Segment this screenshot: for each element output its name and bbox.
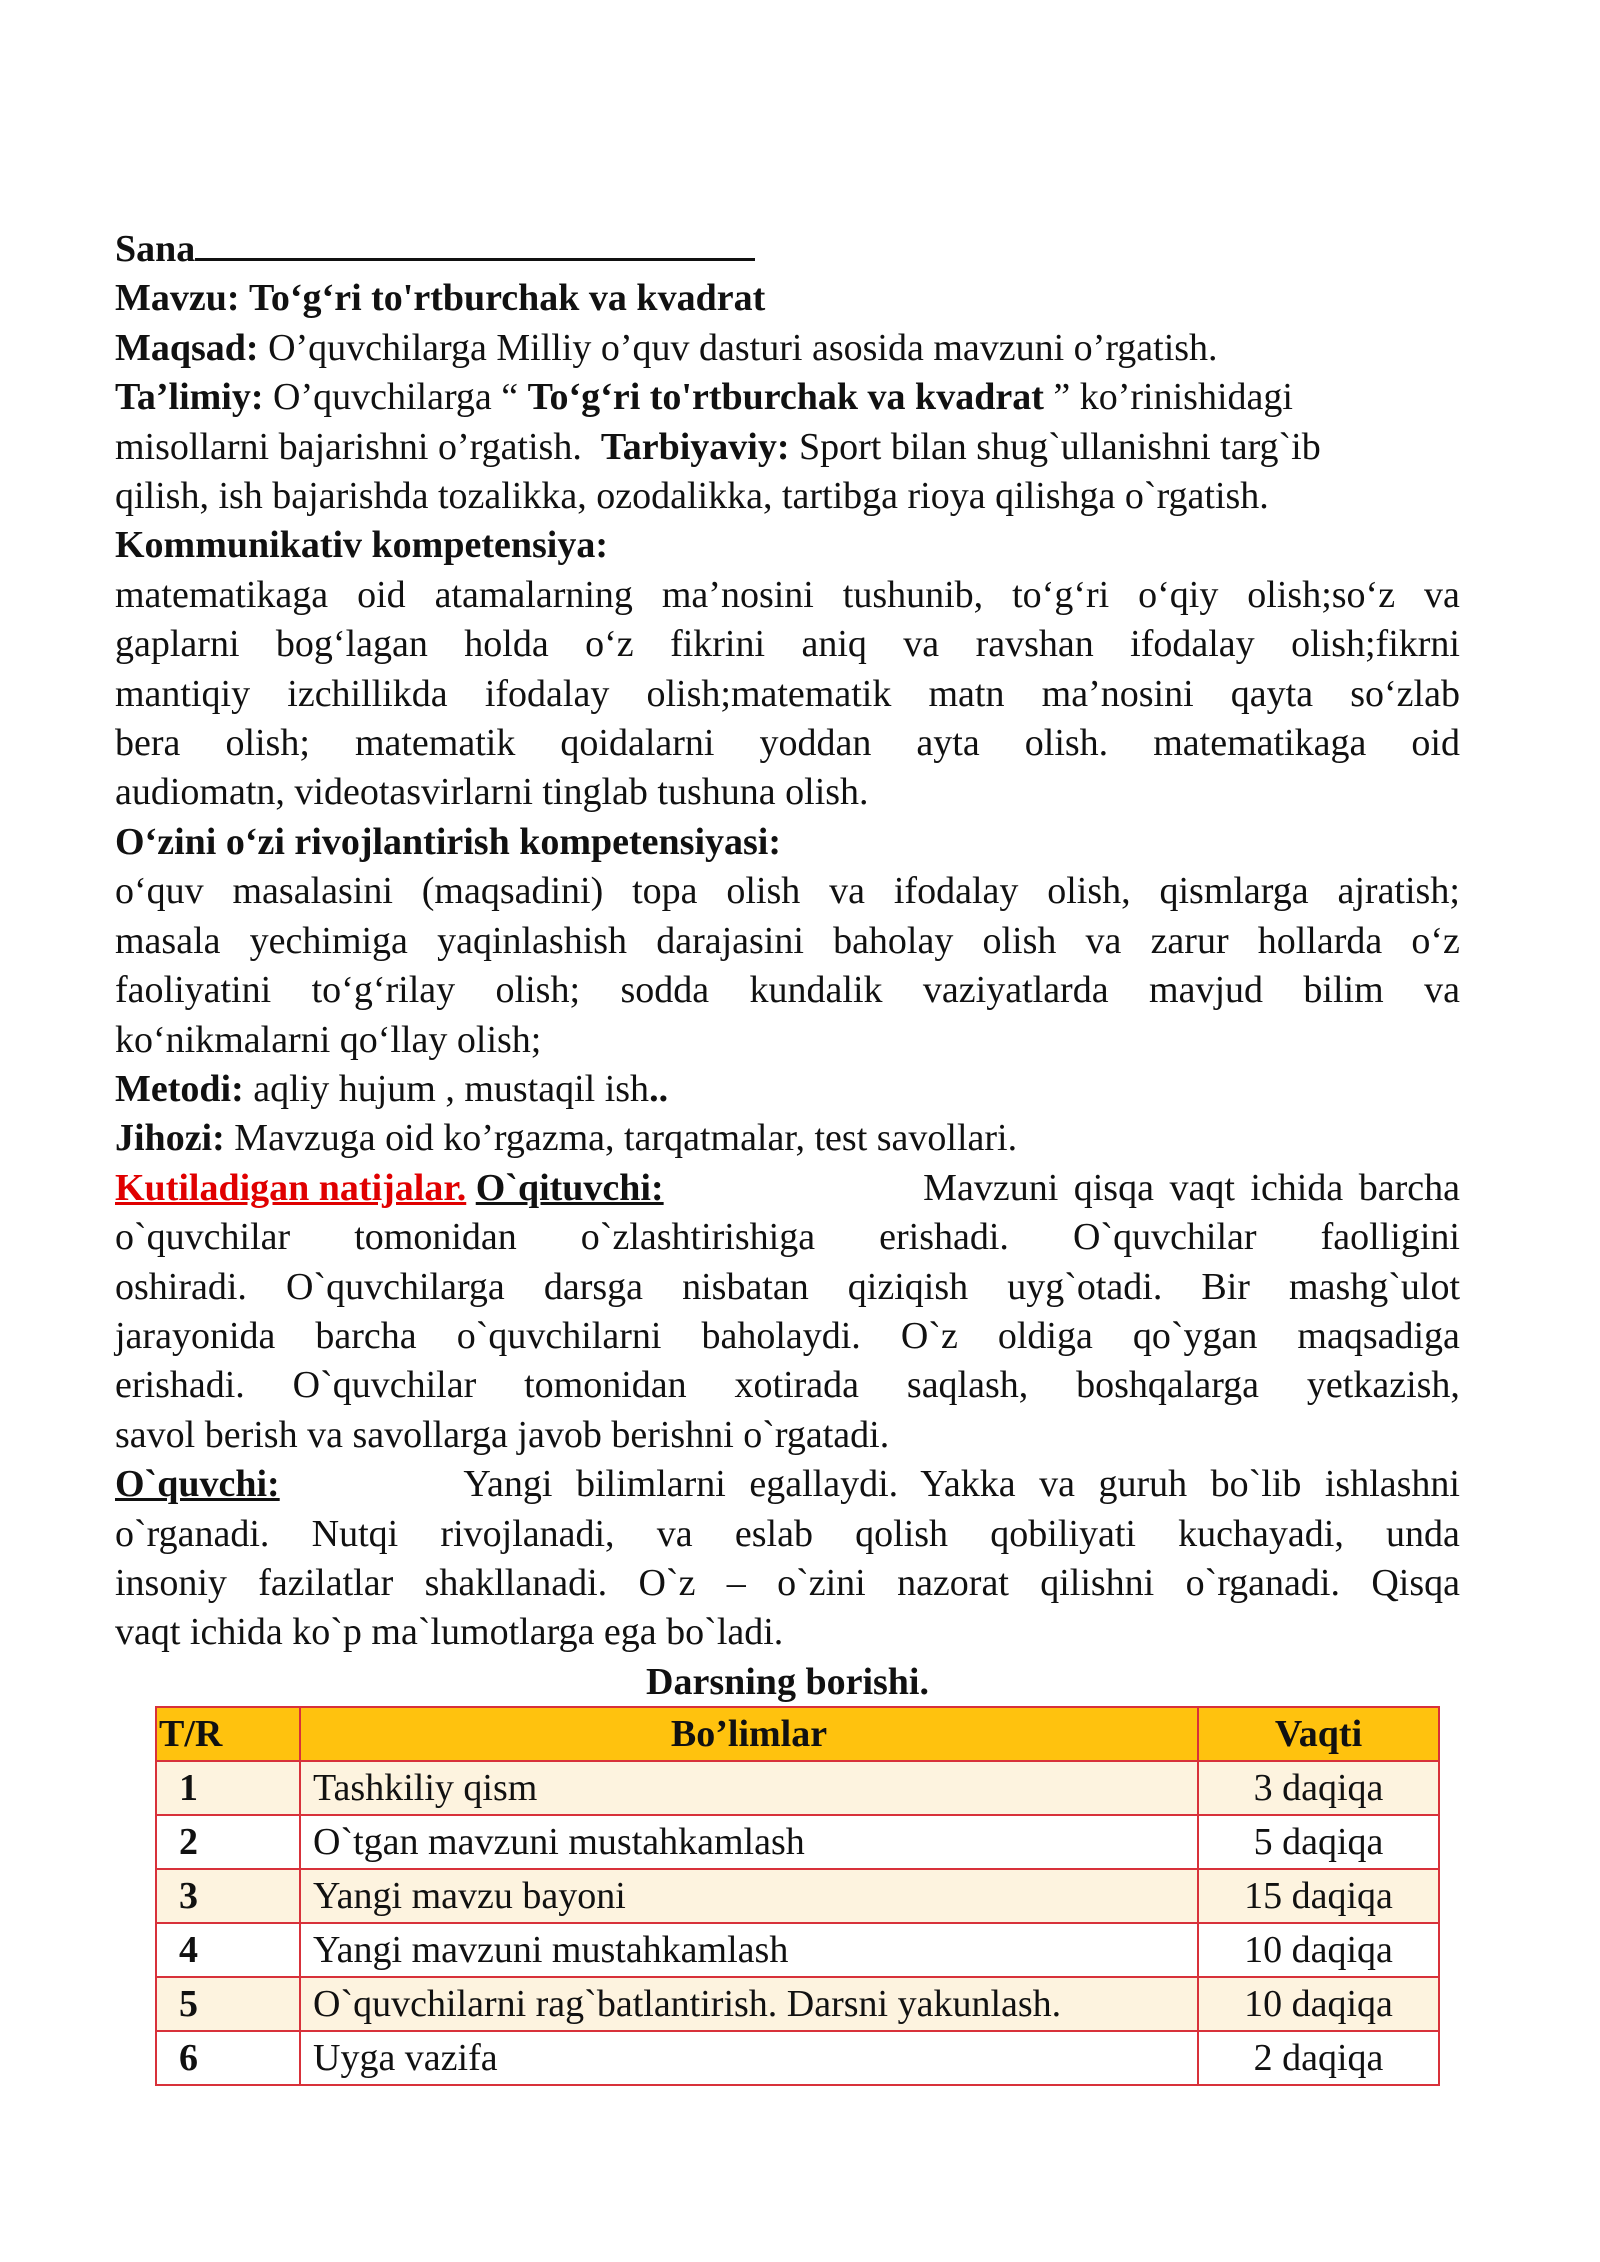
table-row xyxy=(156,1923,1439,1977)
method-label: Metodi: xyxy=(115,1067,244,1110)
text-line: faoliyatini to‘g‘rilay olish; sodda kundalik vaziyatlarda mavjud bilim va xyxy=(115,969,1460,1012)
communicative-paragraph xyxy=(115,571,1460,818)
lesson-heading xyxy=(115,1658,1460,1707)
educational-text-after: ” ko’rinishidagi xyxy=(1053,376,1293,419)
topic-label: Mavzu: xyxy=(115,277,240,320)
row-number: 3 xyxy=(156,1869,300,1923)
text-line: erishadi. O`quvchilar tomonidan xotirada saqlash, boshqalarga yetkazish, xyxy=(115,1364,1460,1407)
text-line: o`quvchilar tomonidan o`zlashtirishiga erishadi. O`quvchilar faolligini xyxy=(115,1216,1460,1259)
educational-text-before: O’quvchilarga “ xyxy=(273,376,519,419)
text-line: o‘quv masalasini (maqsadini) topa olish va ifodalay olish, qismlarga ajratish; xyxy=(115,870,1460,913)
educational-line-3: qilish, ish bajarishda tozalikka, ozodalikka, tartibga rioya qilishga o`rgatish. xyxy=(115,475,1269,518)
table-row xyxy=(156,1977,1439,2031)
method-line xyxy=(115,1065,1460,1114)
row-number: 6 xyxy=(156,2031,300,2085)
column-header-number: T/R xyxy=(156,1707,300,1761)
student-first-text: Yangi bilimlarni egallaydi. Yakka va guruh bo`lib ishlashni xyxy=(463,1463,1460,1506)
teacher-label: O`qituvchi: xyxy=(475,1166,664,1209)
table-row xyxy=(156,1815,1439,1869)
row-section: Yangi mavzu bayoni xyxy=(300,1869,1198,1923)
equipment-label: Jihozi: xyxy=(115,1117,225,1160)
self-development-heading-text: O‘zini o‘zi rivojlantirish kompetensiyasi: xyxy=(115,820,782,863)
row-section: O`quvchilarni rag`batlantirish. Darsni yakunlash. xyxy=(300,1977,1198,2031)
method-end: .. xyxy=(649,1067,669,1110)
outcomes-labels xyxy=(115,1164,664,1213)
educational-topic: To‘g‘ri to'rtburchak va kvadrat xyxy=(527,376,1044,419)
educational-line-2 xyxy=(115,423,1460,472)
lesson-plan-body xyxy=(115,222,1460,1707)
text-line: ko‘nikmalarni qo‘llay olish; xyxy=(115,1018,542,1061)
text-line: masala yechimiga yaqinlashish darajasini baholay olish va zarur hollarda o‘z xyxy=(115,919,1460,962)
row-number: 2 xyxy=(156,1815,300,1869)
text-line: mantiqiy izchillikda ifodalay olish;matematik matn ma’nosini qayta so‘zlab xyxy=(115,672,1460,715)
student-outcomes-paragraph xyxy=(115,1510,1460,1658)
row-section: Tashkiliy qism xyxy=(300,1761,1198,1815)
row-section: Yangi mavzuni mustahkamlash xyxy=(300,1923,1198,1977)
row-time: 3 daqiqa xyxy=(1198,1761,1439,1815)
row-time: 15 daqiqa xyxy=(1198,1869,1439,1923)
table-row xyxy=(156,2031,1439,2085)
row-number: 4 xyxy=(156,1923,300,1977)
row-section: O`tgan mavzuni mustahkamlash xyxy=(300,1815,1198,1869)
self-development-paragraph xyxy=(115,867,1460,1065)
text-line: gaplarni bog‘lagan holda o‘z fikrini aniq va ravshan ifodalay olish;fikrni xyxy=(115,623,1460,666)
table-header-row xyxy=(156,1707,1439,1761)
text-line: audiomatn, videotasvirlarni tinglab tushuna olish. xyxy=(115,771,869,814)
table-body xyxy=(156,1761,1439,2085)
lesson-heading-text: Darsning borishi. xyxy=(646,1660,929,1703)
goal-text: O’quvchilarga Milliy o’quv dasturi asosida mavzuni o’rgatish. xyxy=(268,326,1218,369)
row-time: 5 daqiqa xyxy=(1198,1815,1439,1869)
text-line: savol berish va savollarga javob berishni o`rgatadi. xyxy=(115,1413,890,1456)
table-row xyxy=(156,1869,1439,1923)
outcomes-label: Kutiladigan natijalar. xyxy=(115,1166,467,1209)
text-line: oshiradi. O`quvchilarga darsga nisbatan qiziqish uyg`otadi. Bir mashg`ulot xyxy=(115,1265,1460,1308)
text-line: vaqt ichida ko`p ma`lumotlarga ega bo`ladi. xyxy=(115,1611,784,1654)
equipment-text: Mavzuga oid ko’rgazma, tarqatmalar, test savollari. xyxy=(234,1117,1018,1160)
row-time: 10 daqiqa xyxy=(1198,1977,1439,2031)
student-first-line xyxy=(115,1460,1460,1509)
text-line: insoniy fazilatlar shakllanadi. O`z – o`zini nazorat qilishni o`rganadi. Qisqa xyxy=(115,1561,1460,1604)
upbringing-label: Tarbiyaviy: xyxy=(600,425,790,468)
topic-line xyxy=(115,274,1460,323)
educational-label: Ta’limiy: xyxy=(115,376,264,419)
outcomes-first-line xyxy=(115,1164,1460,1213)
date-blank[interactable] xyxy=(195,222,755,261)
date-line xyxy=(115,222,1460,274)
educational-line2-text: misollarni bajarishni o’rgatish. xyxy=(115,425,582,468)
date-label: Sana xyxy=(115,228,196,270)
row-section: Uyga vazifa xyxy=(300,2031,1198,2085)
topic-value: To‘g‘ri to'rtburchak va kvadrat xyxy=(249,277,766,320)
communicative-heading-text: Kommunikativ kompetensiya: xyxy=(115,524,608,567)
row-number: 1 xyxy=(156,1761,300,1815)
educational-line-1 xyxy=(115,373,1460,422)
row-time: 2 daqiqa xyxy=(1198,2031,1439,2085)
goal-label: Maqsad: xyxy=(115,326,259,369)
column-header-time: Vaqti xyxy=(1198,1707,1439,1761)
student-label: O`quvchi: xyxy=(115,1463,280,1506)
text-line: jarayonida barcha o`quvchilarni baholaydi. O`z oldiga qo`ygan maqsadiga xyxy=(115,1314,1460,1357)
lesson-plan-table xyxy=(155,1706,1440,2086)
self-development-heading xyxy=(115,818,1460,867)
row-time: 10 daqiqa xyxy=(1198,1923,1439,1977)
upbringing-text: Sport bilan shug`ullanishni targ`ib xyxy=(798,425,1321,468)
text-line: matematikaga oid atamalarning ma’nosini tushunib, to‘g‘ri o‘qiy olish;so‘z va xyxy=(115,573,1460,616)
teacher-outcomes-paragraph xyxy=(115,1213,1460,1460)
communicative-heading xyxy=(115,521,1460,570)
text-line: bera olish; matematik qoidalarni yoddan ayta olish. matematikaga oid xyxy=(115,722,1460,765)
text-line: o`rganadi. Nutqi rivojlanadi, va eslab qolish qobiliyati kuchayadi, unda xyxy=(115,1512,1460,1555)
row-number: 5 xyxy=(156,1977,300,2031)
goal-line xyxy=(115,324,1460,373)
teacher-first-text: Mavzuni qisqa vaqt ichida barcha xyxy=(923,1166,1460,1209)
equipment-line xyxy=(115,1114,1460,1163)
column-header-sections: Bo’limlar xyxy=(300,1707,1198,1761)
table-row xyxy=(156,1761,1439,1815)
method-text: aqliy hujum , mustaqil ish xyxy=(253,1067,650,1110)
